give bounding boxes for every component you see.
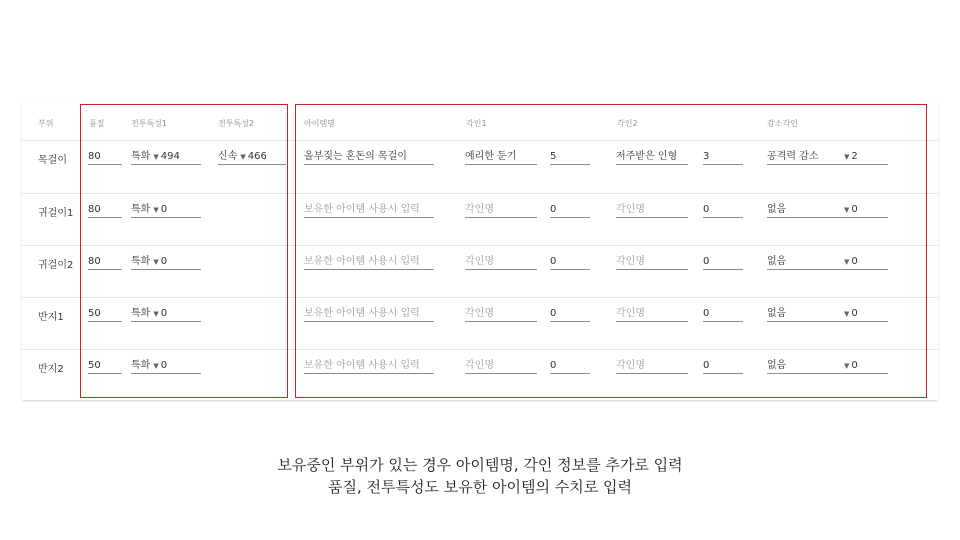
dropdown-arrow-icon[interactable]: ▼: [844, 258, 850, 266]
item-name-input[interactable]: 보유한 아이템 사용시 입력: [304, 308, 434, 322]
engrave2-name-input[interactable]: 각인명: [616, 308, 688, 322]
engrave1-name-input[interactable]: 예리한 둔기: [465, 151, 537, 165]
highlight-box-item-engravings: [295, 104, 927, 398]
penalty-value: 0: [851, 204, 858, 215]
dropdown-arrow-icon[interactable]: ▼: [844, 362, 850, 370]
item-name-input[interactable]: 보유한 아이템 사용시 입력: [304, 204, 434, 218]
trait1-select-value: 특화: [131, 151, 151, 162]
caption-line-2: 품질, 전투특성도 보유한 아이템의 수치로 입력: [328, 478, 632, 496]
dropdown-arrow-icon[interactable]: ▼: [153, 153, 159, 161]
trait1-select-value: 특화: [131, 256, 151, 267]
highlight-box-quality-traits: [80, 104, 288, 398]
dropdown-arrow-icon[interactable]: ▼: [153, 258, 159, 266]
trait2-select-value: 신속: [218, 151, 238, 162]
trait1-select-number: 494: [160, 151, 180, 162]
quality-input[interactable]: 50: [88, 360, 122, 374]
penalty-name: 없음: [767, 360, 787, 371]
dropdown-arrow-icon[interactable]: ▼: [240, 153, 246, 161]
penalty-value: 0: [851, 256, 858, 267]
quality-input[interactable]: 80: [88, 151, 122, 165]
quality-input[interactable]: 80: [88, 204, 122, 218]
dropdown-arrow-icon[interactable]: ▼: [153, 206, 159, 214]
header-quality: 품질: [89, 119, 105, 128]
item-name-input[interactable]: 올부짖는 혼돈의 목걸이: [304, 151, 434, 165]
engrave2-value-input[interactable]: 0: [703, 204, 743, 218]
engrave1-name-input[interactable]: 각인명: [465, 256, 537, 270]
quality-input[interactable]: 50: [88, 308, 122, 322]
engrave1-name-input[interactable]: 각인명: [465, 360, 537, 374]
part-label: 귀걸이1: [38, 208, 74, 219]
penalty-name: 없음: [767, 204, 787, 215]
penalty-name: 공격력 감소: [767, 151, 819, 162]
trait1-select-number: 0: [160, 360, 168, 371]
trait1-select-value: 특화: [131, 308, 151, 319]
engrave2-value-input[interactable]: 3: [703, 151, 743, 165]
part-label: 반지1: [38, 312, 64, 323]
header-trait2: 전투특성2: [218, 119, 255, 128]
penalty-value: 0: [851, 308, 858, 319]
header-engrave2: 각인2: [617, 119, 638, 128]
engrave1-value-input[interactable]: 0: [550, 360, 590, 374]
engrave1-value-input[interactable]: 0: [550, 256, 590, 270]
penalty-name: 없음: [767, 256, 787, 267]
header-engrave1: 각인1: [466, 119, 487, 128]
trait1-select-value: 특화: [131, 360, 151, 371]
engrave2-name-input[interactable]: 각인명: [616, 204, 688, 218]
caption-line-1: 보유중인 부위가 있는 경우 아이템명, 각인 정보를 추가로 입력: [277, 456, 683, 474]
penalty-value: 2: [851, 151, 858, 162]
part-label: 목걸이: [38, 155, 67, 166]
dropdown-arrow-icon[interactable]: ▼: [844, 310, 850, 318]
trait1-select-number: 0: [160, 256, 168, 267]
engrave1-value-input[interactable]: 5: [550, 151, 590, 165]
engrave2-value-input[interactable]: 0: [703, 308, 743, 322]
dropdown-arrow-icon[interactable]: ▼: [844, 153, 850, 161]
dropdown-arrow-icon[interactable]: ▼: [844, 206, 850, 214]
engrave1-value-input[interactable]: 0: [550, 308, 590, 322]
header-penalty: 감소각인: [767, 119, 798, 128]
engrave2-value-input[interactable]: 0: [703, 256, 743, 270]
penalty-name: 없음: [767, 308, 787, 319]
trait1-select-value: 특화: [131, 204, 151, 215]
header-item-name: 아이템명: [304, 119, 335, 128]
engrave1-name-input[interactable]: 각인명: [465, 204, 537, 218]
item-name-input[interactable]: 보유한 아이템 사용시 입력: [304, 256, 434, 270]
engrave1-name-input[interactable]: 각인명: [465, 308, 537, 322]
engrave2-name-input[interactable]: 각인명: [616, 256, 688, 270]
dropdown-arrow-icon[interactable]: ▼: [153, 310, 159, 318]
dropdown-arrow-icon[interactable]: ▼: [153, 362, 159, 370]
header-part: 부위: [38, 119, 54, 128]
engrave1-value-input[interactable]: 0: [550, 204, 590, 218]
penalty-value: 0: [851, 360, 858, 371]
quality-input[interactable]: 80: [88, 256, 122, 270]
trait1-select-number: 0: [160, 204, 168, 215]
engrave2-name-input[interactable]: 저주받은 인형: [616, 151, 688, 165]
header-trait1: 전투특성1: [131, 119, 168, 128]
engrave2-value-input[interactable]: 0: [703, 360, 743, 374]
part-label: 반지2: [38, 364, 64, 375]
item-name-input[interactable]: 보유한 아이템 사용시 입력: [304, 360, 434, 374]
part-label: 귀걸이2: [38, 260, 74, 271]
trait2-select-number: 466: [247, 151, 267, 162]
engrave2-name-input[interactable]: 각인명: [616, 360, 688, 374]
trait1-select-number: 0: [160, 308, 168, 319]
